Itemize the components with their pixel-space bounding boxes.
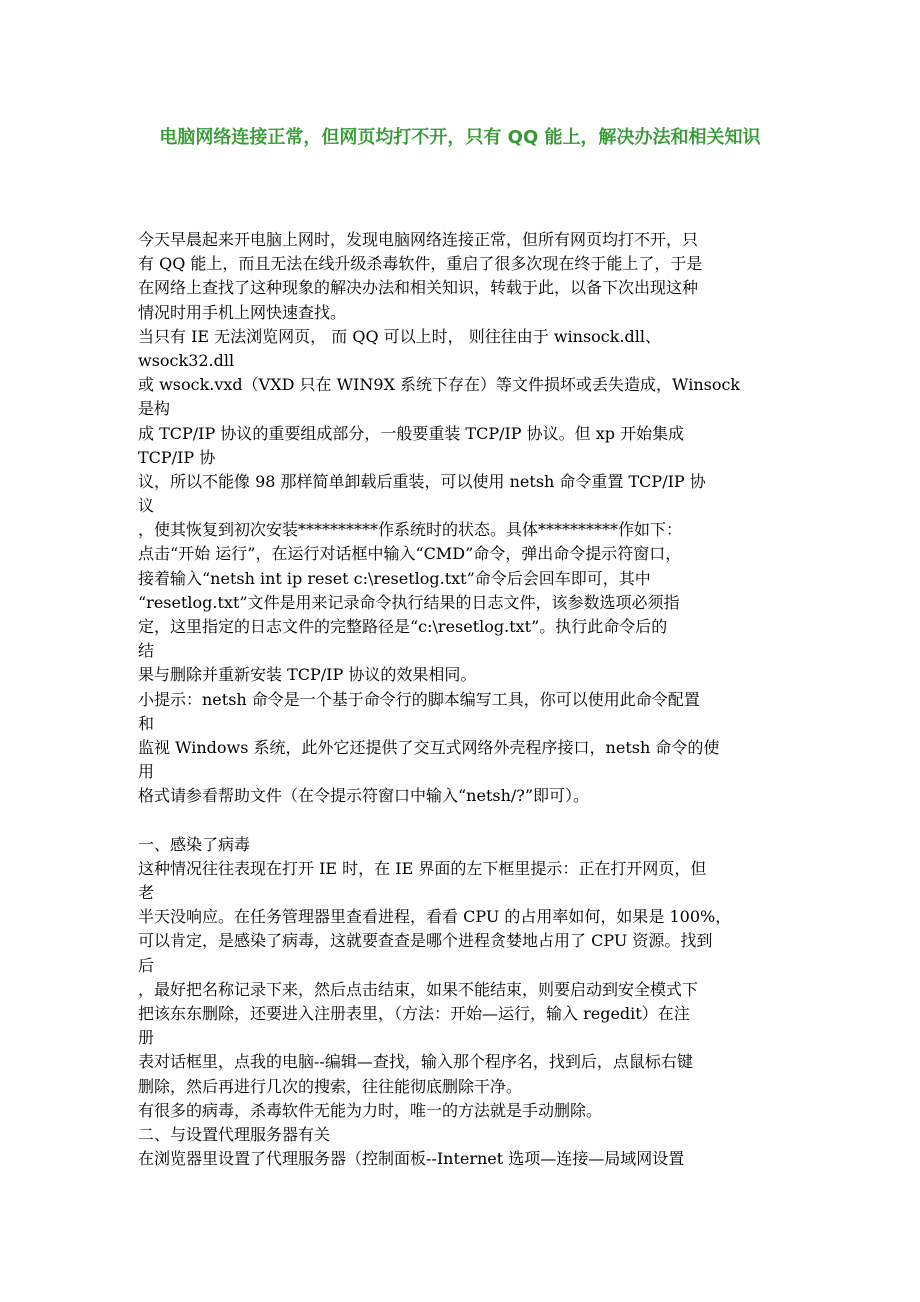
document-body [138,228,784,1171]
body-line: 这种情况往往表现在打开 IE 时，在 IE 界面的左下框里提示：正在打开网页，但 [138,858,707,878]
body-line: 格式请参看帮助文件（在令提示符窗口中输入“netsh/?”即可）。 [138,786,590,806]
body-line: 定，这里指定的日志文件的完整路径是“c:\resetlog.txt”。执行此命令后的 [138,617,668,636]
body-line: 小提示：netsh 命令是一个基于命令行的脚本编写工具，你可以使用此命令配置 [138,689,700,709]
body-line: 是构 [138,399,171,419]
body-line: 后 [138,955,155,975]
body-line: 议 [138,496,155,516]
body-line: 和 [138,713,155,733]
body-line: 或 wsock.vxd（VXD 只在 WIN9X 系统下存在）等文件损坏或丢失造成，Winsock [138,375,741,395]
document-title: 电脑网络连接正常，但网页均打不开，只有 QQ 能上，解决办法和相关知识 [159,127,761,148]
body-line: 一、感染了病毒 [138,834,251,854]
body-line: 老 [138,883,155,903]
body-line: 可以肯定，是感染了病毒，这就要查查是哪个进程贪婪地占用了 CPU 资源。找到 [138,931,713,951]
body-line: ，最好把名称记录下来，然后点击结束，如果不能结束，则要启动到安全模式下 [138,979,699,999]
body-line: 点击“开始 运行”，在运行对话框中输入“CMD”命令，弹出命令提示符窗口， [138,544,682,564]
body-line: 删除，然后再进行几次的搜索，往往能彻底删除干净。 [138,1076,523,1096]
body-line: 监视 Windows 系统，此外它还提供了交互式网络外壳程序接口，netsh 命令的使 [138,737,720,757]
body-line: 成 TCP/IP 协议的重要组成部分，一般要重装 TCP/IP 协议。但 xp 开始集成 [138,423,685,443]
body-line: 接着输入“netsh int ip reset c:\resetlog.txt”命令后会回车即可，其中 [138,568,651,588]
body-line: 今天早晨起来开电脑上网时，发现电脑网络连接正常，但所有网页均打不开，只 [138,230,699,249]
body-line: 有很多的病毒，杀毒软件无能为力时，唯一的方法就是手动删除。 [138,1100,603,1120]
body-line: 表对话框里，点我的电脑--编辑—查找，输入那个程序名，找到后，点鼠标右键 [138,1052,693,1072]
body-line: 二、与设置代理服务器有关 [138,1124,331,1144]
body-line: 在浏览器里设置了代理服务器（控制面板--Internet 选项—连接—局域网设置 [138,1149,685,1169]
body-line: wsock32.dll [138,350,235,370]
body-line: 半天没响应。在任务管理器里查看进程，看看 CPU 的占用率如何，如果是 100%， [138,907,732,927]
body-line: 册 [138,1028,155,1048]
body-line [138,809,784,833]
body-line: 在网络上查找了这种现象的解决办法和相关知识，转载于此，以备下次出现这种 [138,278,699,298]
body-line: 有 QQ 能上，而且无法在线升级杀毒软件，重启了很多次现在终于能上了，于是 [138,254,703,274]
body-line: 结 [138,641,155,661]
body-line: 果与删除并重新安装 TCP/IP 协议的效果相同。 [138,665,477,685]
body-line: 情况时用手机上网快速查找。 [138,302,347,322]
body-line: 议，所以不能像 98 那样简单卸载后重装，可以使用 netsh 命令重置 TCP/IP 协 [138,471,706,491]
body-line: 把该东东删除，还要进入注册表里，（方法：开始—运行，输入 regedit）在注 [138,1004,690,1023]
body-line: ，使其恢复到初次安装**********作系统时的状态。具体**********作如下： [138,520,683,540]
body-line: “resetlog.txt”文件是用来记录命令执行结果的日志文件，该参数选项必须指 [138,592,680,612]
body-line: 当只有 IE 无法浏览网页， 而 QQ 可以上时， 则往往由于 winsock.dll、 [138,326,662,346]
body-line: 用 [138,762,155,782]
body-line: TCP/IP 协 [138,447,216,467]
